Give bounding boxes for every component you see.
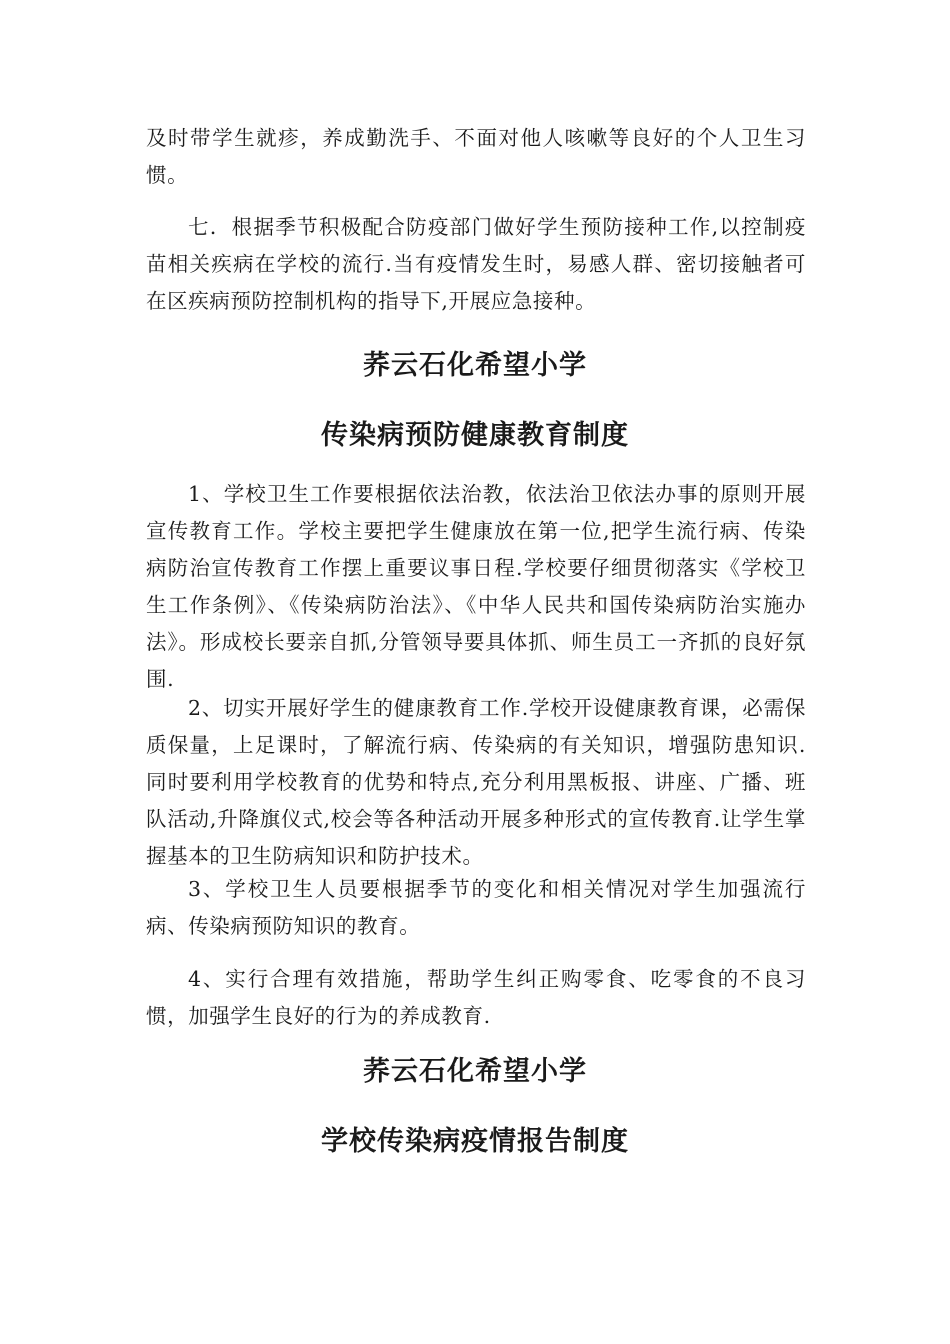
paragraph-7: 七．根据季节积极配合防疫部门做好学生预防接种工作,以控制疫苗相关疾病在学校的流行.当有疫情发生时，易感人群、密切接触者可在区疾病预防控制机构的指导下,开展应急接种。 — [146, 215, 806, 313]
school-name-heading-2: 荞云石化希望小学 — [363, 1056, 587, 1087]
education-policy-title: 传染病预防健康教育制度 — [321, 420, 629, 451]
education-item-1: 1、学校卫生工作要根据依法治教，依法治卫依法办事的原则开展宣传教育工作。学校主要把学生健康放在第一位,把学生流行病、传染病防治宣传教育工作摆上重要议事日程.学校要仔细贯彻落实《学校卫生工作条例》、《传染病防治法》、《中华人民共和国传染病防治实施办法》。形成校长要亲自抓,分管领导要具体抓、师生员工一齐抓的良好氛围. — [146, 482, 806, 691]
education-item-4: 4、实行合理有效措施，帮助学生纠正购零食、吃零食的不良习惯，加强学生良好的行为的养成教育. — [146, 967, 806, 1028]
education-item-2: 2、切实开展好学生的健康教育工作.学校开设健康教育课，必需保质保量，上足课时，了解流行病、传染病的有关知识，增强防患知识.同时要利用学校教育的优势和特点,充分利用黑板报、讲座、广播、班队活动,升降旗仪式,校会等各种活动开展多种形式的宣传教育.让学生掌握基本的卫生防病知识和防护技术。 — [146, 696, 806, 868]
education-item-3: 3、学校卫生人员要根据季节的变化和相关情况对学生加强流行病、传染病预防知识的教育。 — [146, 877, 806, 938]
report-policy-title: 学校传染病疫情报告制度 — [321, 1126, 629, 1157]
paragraph-6-tail: 及时带学生就疹，养成勤洗手、不面对他人咳嗽等良好的个人卫生习惯。 — [146, 126, 806, 187]
school-name-heading: 荞云石化希望小学 — [363, 350, 587, 381]
